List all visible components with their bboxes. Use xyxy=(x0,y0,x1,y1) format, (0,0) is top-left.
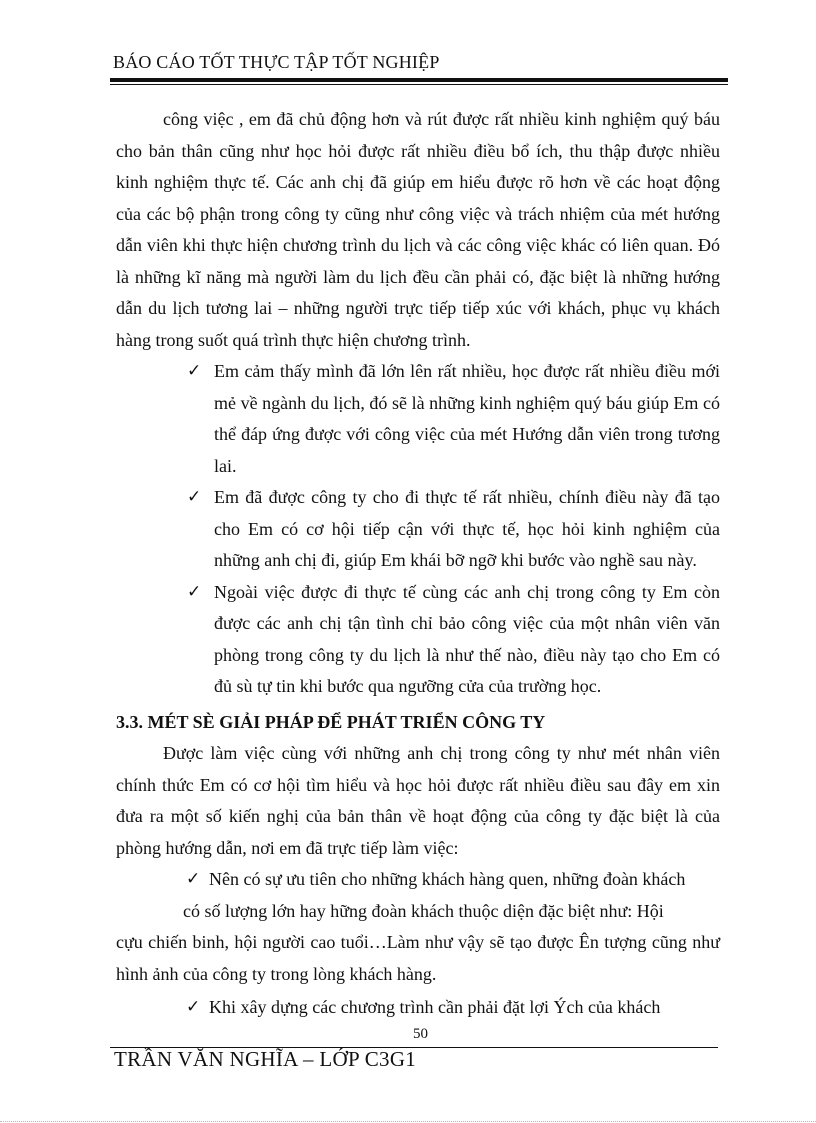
list-item xyxy=(116,992,720,1024)
list-item xyxy=(187,482,720,577)
page-header-title: BÁO CÁO TỐT THỰC TẬP TỐT NGHIỆP xyxy=(113,52,440,72)
intro-paragraph: công việc , em đã chủ động hơn và rút được rất nhiều kinh nghiệm quý báu cho bản thân cũng như học hỏi được rất nhiều điều bổ ích, thu thập được nhiều kinh nghiệm thực tế. Các anh chị đã giúp em hiểu được rõ hơn về các hoạt động của các bộ phận trong công ty cũng như công việc và trách nhiệm của mét hướng dẫn viên khi thực hiện chương trình du lịch và các công việc khác có liên quan. Đó là những kĩ năng mà người làm du lịch đều cần phải có, đặc biệt là những hướng dẫn du lịch tương lai – những người trực tiếp tiếp xúc với khách, phục vụ khách hàng trong suốt quá trình thực hiện chương trình. xyxy=(116,109,720,350)
list-item-text: Khi xây dựng các chương trình cần phải đặt lợi Ých của khách xyxy=(209,997,661,1017)
checkmark-icon: ✓ xyxy=(186,869,201,889)
list-item-second-line: có số lượng lớn hay hững đoàn khách thuộc diện đặc biệt như: Hội xyxy=(183,900,664,921)
list-item-first-line xyxy=(116,992,720,1024)
checkmark-icon: ✓ xyxy=(187,487,202,507)
section-paragraph: Được làm việc cùng với những anh chị trong công ty như mét nhân viên chính thức Em có cơ hội tìm hiểu và học hỏi được rất nhiều điều sau đây em xin đưa ra một số kiến nghị của bản thân về hoạt động của công ty đặc biệt là của phòng hướng dẫn, nơi em đã trực tiếp làm việc: xyxy=(116,743,720,858)
list-item xyxy=(187,356,720,482)
header-rule-thick xyxy=(110,78,728,82)
checkmark-icon: ✓ xyxy=(187,581,202,602)
list-item-text: Nên có sự ưu tiên cho những khách hàng quen, những đoàn khách xyxy=(209,869,686,889)
page-number: 50 xyxy=(413,1026,428,1042)
bullet-list-1 xyxy=(116,356,720,703)
section-heading: 3.3. MÉT SÈ GIẢI PHÁP ĐỂ PHÁT TRIỂN CÔNG TY xyxy=(116,711,546,732)
list-item-text: Ngoài việc được đi thực tế cùng các anh chị trong công ty Em còn được các anh chị tận tình chỉ bảo công việc của một nhân viên văn phòng trong công ty du lịch là như thế nào, điều này tạo cho Em có đủ sù tự tin khi bước qua ngưỡng cửa của trường học. xyxy=(214,581,720,696)
page-bottom-dotted-line xyxy=(0,1121,816,1122)
list-item-text: Em đã được công ty cho đi thực tế rất nhiều, chính điều này đã tạo cho Em có cơ hội tiếp cận với thực tế, học hỏi kinh nghiệm của những anh chị đi, giúp Em khái bỡ ngỡ khi bước vào nghề sau này. xyxy=(214,487,720,570)
checkmark-icon: ✓ xyxy=(186,997,201,1017)
list-item xyxy=(116,864,720,990)
list-item-continuation: cựu chiến binh, hội người cao tuổi…Làm như vậy sẽ tạo được Ên tượng cũng như hình ảnh của công ty trong lòng khách hàng. xyxy=(116,932,720,984)
footer-author: TRẦN VĂN NGHĨA – LỚP C3G1 xyxy=(114,1047,417,1071)
document-body xyxy=(116,104,720,1024)
header-rule-thin xyxy=(110,84,728,85)
list-item-text: Em cảm thấy mình đã lớn lên rất nhiều, học được rất nhiều điều mới mẻ về ngành du lịch, đó sẽ là những kinh nghiệm quý báu giúp Em có thể đáp ứng được với công việc của mét Hướng dẫn viên trong tương lai. xyxy=(214,361,720,476)
list-item-first-line xyxy=(116,864,720,896)
list-item xyxy=(187,577,720,703)
checkmark-icon: ✓ xyxy=(187,361,202,381)
